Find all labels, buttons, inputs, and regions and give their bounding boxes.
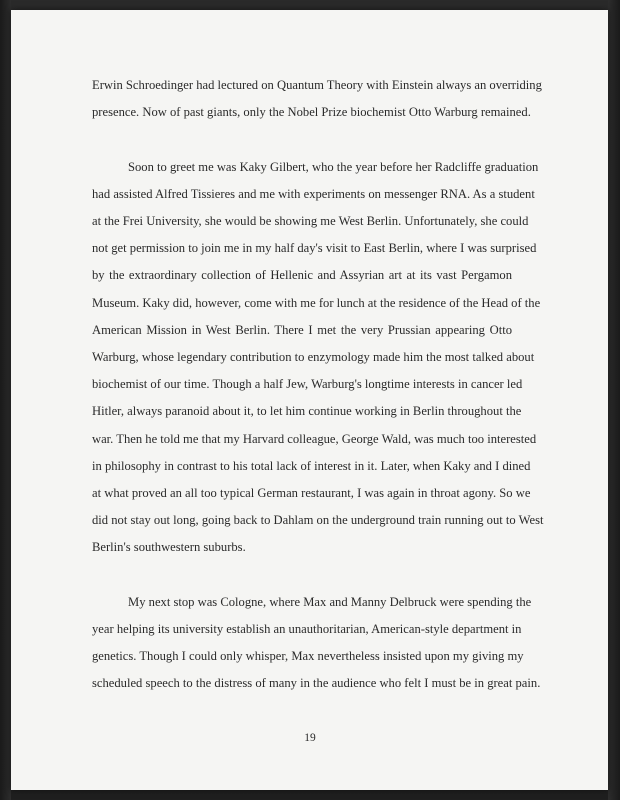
text-line: scheduled speech to the distress of many in the audience who felt I must be in great pain. <box>92 676 541 691</box>
text-line: not get permission to join me in my half day's visit to East Berlin, where I was surprised <box>92 241 537 256</box>
text-line: at what proved an all too typical German restaurant, I was again in throat agony. So we <box>92 486 531 501</box>
text-line: Berlin's southwestern suburbs. <box>92 540 246 555</box>
paragraph-gap <box>92 562 512 589</box>
left-binding-edge <box>0 0 11 800</box>
text-line: American Mission in West Berlin. There I met the very Prussian appearing Otto <box>92 322 512 337</box>
text-line: at the Frei University, she would be showing me West Berlin. Unfortunately, she could <box>92 214 529 228</box>
right-binding-edge <box>608 0 620 800</box>
text-line: Museum. Kaky did, however, come with me for lunch at the residence of the Head of the <box>92 295 541 310</box>
text-line: did not stay out long, going back to Dahlam on the underground train running out to West <box>92 513 544 528</box>
text-line: year helping its university establish an unauthoritarian, American-style department in <box>92 622 522 637</box>
paragraph-gap <box>92 126 512 153</box>
text-line: had assisted Alfred Tissieres and me with experiments on messenger RNA. As a student <box>92 186 535 201</box>
text-line: Soon to greet me was Kaky Gilbert, who the year before her Radcliffe graduation <box>128 159 539 174</box>
text-line: genetics. Though I could only whisper, Max nevertheless insisted upon my giving my <box>92 649 524 664</box>
text-line: Warburg, whose legendary contribution to enzymology made him the most talked about <box>92 350 535 365</box>
text-line: Hitler, always paranoid about it, to let him continue working in Berlin throughout the <box>92 404 522 419</box>
text-line: presence. Now of past giants, only the Nobel Prize biochemist Otto Warburg remained. <box>92 105 531 120</box>
text-line: Erwin Schroedinger had lectured on Quantum Theory with Einstein always an overriding <box>92 78 542 92</box>
body-text <box>92 72 544 698</box>
text-line: by the extraordinary collection of Hellenic and Assyrian art at its vast Pergamon <box>92 268 512 283</box>
text-line: biochemist of our time. Though a half Jew, Warburg's longtime interests in cancer led <box>92 377 523 392</box>
page-number: 19 <box>304 732 316 744</box>
text-line: war. Then he told me that my Harvard colleague, George Wald, was much too interested <box>92 431 537 446</box>
text-line: My next stop was Cologne, where Max and Manny Delbruck were spending the <box>128 594 532 609</box>
text-line: in philosophy in contrast to his total lack of interest in it. Later, when Kaky and I dined <box>92 458 531 473</box>
